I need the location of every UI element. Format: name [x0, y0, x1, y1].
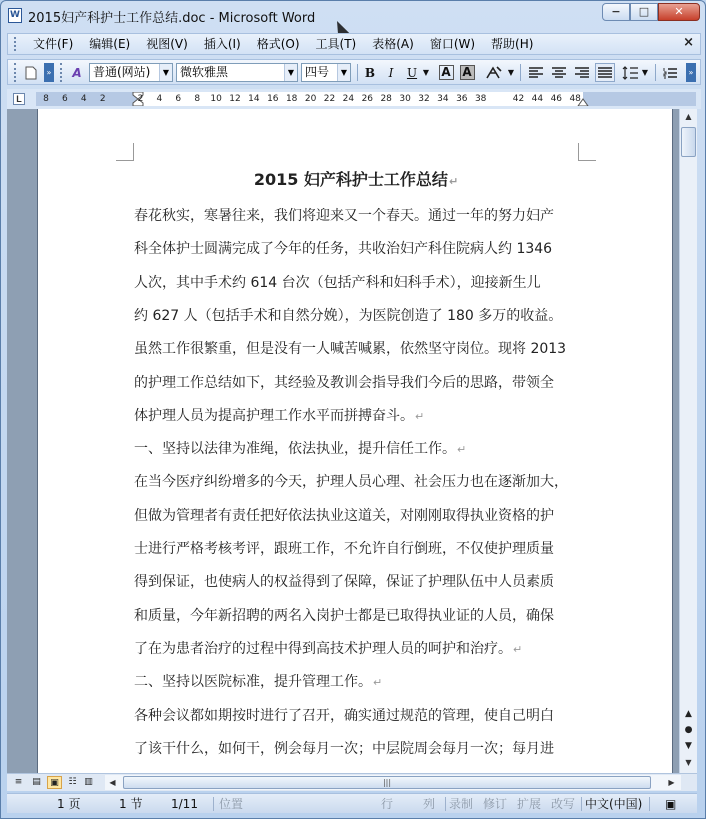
character-border-button[interactable] — [437, 63, 455, 82]
document-line[interactable] — [134, 671, 580, 691]
status-column: 列 — [423, 797, 436, 811]
status-line: 行 — [381, 797, 394, 811]
minimize-button[interactable]: − — [602, 3, 630, 21]
style-select-value: 普通(网站) — [93, 65, 151, 79]
previous-page-icon[interactable]: ▲ — [685, 709, 692, 719]
crop-mark-top-left — [116, 143, 134, 161]
highlight-icon[interactable] — [483, 63, 505, 82]
document-line-text: 虽然工作很繁重，但是没有一人喊苦喊累，依然坚守岗位。现将 2013 — [134, 341, 567, 358]
document-line[interactable] — [134, 372, 580, 392]
toolbar-options-chevron-icon[interactable]: » — [44, 63, 54, 82]
ruler-tick-label: 20 — [304, 94, 317, 104]
horizontal-scroll-thumb[interactable]: ||| — [123, 776, 651, 789]
ruler-tick-label: 22 — [323, 94, 336, 104]
ruler-tick-label: 30 — [399, 94, 411, 104]
status-position: 位置 — [219, 797, 244, 811]
document-line-text: 士进行严格考核考评，跟班工作，不允许自行倒班，不仅使护理质量 — [134, 541, 554, 557]
ruler-tick-label: 38 — [474, 94, 487, 104]
scroll-up-icon[interactable]: ▲ — [685, 112, 692, 121]
font-select-value: 微软雅黑 — [180, 65, 229, 79]
ruler-tick-label: 4 — [156, 94, 163, 104]
ruler-tick-label: 26 — [361, 94, 374, 104]
toolbar-separator — [655, 64, 656, 81]
ruler-tick-label: 18 — [285, 94, 298, 104]
menu-insert[interactable]: 插入(I) — [203, 37, 241, 51]
line-spacing-icon[interactable] — [620, 63, 640, 82]
numbering-icon[interactable] — [660, 63, 680, 82]
ruler-tick-label: 6 — [175, 94, 182, 104]
ruler-tick-label: 2 — [137, 94, 144, 104]
document-line[interactable] — [134, 571, 580, 591]
paragraph-mark-icon: ↵ — [373, 676, 383, 690]
formatting-toolbar — [7, 59, 701, 85]
ruler-tick-label: 8 — [194, 94, 201, 104]
document-line-text: 各种会议都如期按时进行了召开，确实通过规范的管理，使自己明白 — [134, 707, 554, 724]
spelling-status-icon[interactable]: ▣ — [665, 797, 677, 811]
document-line[interactable] — [134, 405, 580, 425]
ruler-tick-label: 8 — [43, 94, 49, 104]
document-line[interactable] — [134, 538, 580, 558]
document-line[interactable] — [134, 471, 580, 491]
tab-stop-selector[interactable]: L — [13, 93, 25, 105]
document-heading-text: 2015 妇产科护士工作总结 — [253, 170, 448, 189]
status-language[interactable]: 中文(中国) — [585, 797, 643, 811]
select-browse-object-icon[interactable]: ● — [684, 725, 693, 735]
document-line-text: 体护理人员为提高护理工作水平而拼搏奋斗。 — [134, 407, 414, 424]
menu-format[interactable]: 格式(O) — [256, 37, 300, 51]
web-layout-view-icon[interactable]: ▤ — [32, 777, 41, 787]
status-section: 1 节 — [119, 797, 143, 811]
document-line-text: 了在为患者治疗的过程中得到高技术护理人员的呵护和治疗。 — [134, 640, 512, 657]
view-and-hscroll-row — [7, 773, 697, 791]
menu-file[interactable]: 文件(F) — [33, 37, 74, 51]
document-line[interactable] — [134, 272, 580, 292]
ruler-tick-label: 34 — [437, 94, 449, 104]
status-overtype[interactable]: 改写 — [551, 797, 576, 811]
menu-grip-icon[interactable] — [14, 37, 17, 51]
vertical-scrollbar[interactable] — [679, 109, 697, 773]
status-separator — [649, 797, 650, 811]
outline-view-icon[interactable]: ☷ — [68, 777, 77, 787]
document-line[interactable] — [134, 705, 580, 725]
chevron-down-icon[interactable]: ▼ — [159, 64, 172, 81]
styles-pane-icon[interactable]: A — [72, 65, 82, 80]
horizontal-ruler[interactable] — [36, 92, 696, 106]
font-select[interactable] — [176, 63, 298, 82]
chevron-down-icon[interactable]: ▼ — [337, 64, 350, 81]
crop-mark-top-right — [578, 143, 596, 161]
document-line[interactable] — [134, 305, 580, 325]
ruler-tick-label: 12 — [229, 94, 241, 104]
style-select[interactable] — [89, 63, 173, 82]
toolbar-grip-icon[interactable] — [14, 63, 18, 82]
ruler-tick-label: 10 — [210, 94, 222, 104]
menu-help[interactable]: 帮助(H) — [491, 37, 534, 51]
document-line-text: 了该干什么，如何干，例会每月一次；中层院周会每月一次；每月进 — [134, 740, 554, 757]
document-line[interactable] — [134, 338, 580, 358]
menu-view[interactable]: 视图(V) — [146, 37, 188, 51]
paragraph-mark-icon: ↵ — [457, 443, 467, 457]
document-line-text: 得到保证，也使病人的权益得到了保障，保证了护理队伍中人员素质 — [134, 574, 554, 591]
status-bar — [7, 793, 697, 813]
menu-tools[interactable]: 工具(T) — [315, 37, 357, 51]
character-border-label: A — [439, 65, 454, 80]
next-page-icon[interactable]: ▼ — [685, 741, 692, 751]
underline-dropdown-chevron-icon[interactable]: ▼ — [422, 68, 430, 77]
document-line[interactable] — [134, 638, 580, 658]
document-line[interactable] — [134, 205, 580, 225]
status-track-changes[interactable]: 修订 — [483, 797, 508, 811]
toolbar-options-2-chevron-icon[interactable]: » — [686, 63, 696, 82]
align-left-icon[interactable] — [526, 63, 546, 82]
document-area[interactable] — [7, 109, 679, 773]
toolbar-separator — [520, 64, 521, 81]
status-page: 1 页 — [57, 797, 81, 811]
ruler-row — [7, 89, 701, 109]
horizontal-scrollbar[interactable] — [105, 775, 681, 790]
ruler-tick-label: 14 — [248, 94, 260, 104]
scroll-down-icon[interactable]: ▼ — [685, 758, 692, 767]
document-page[interactable] — [37, 109, 673, 773]
status-record-macro[interactable]: 录制 — [449, 797, 474, 811]
ruler-tick-label: 48 — [569, 94, 581, 104]
italic-button[interactable]: I — [388, 65, 394, 80]
document-line-text: 二、坚持以医院标准，提升管理工作。 — [134, 674, 372, 691]
underline-button[interactable]: U — [406, 65, 418, 80]
document-heading[interactable] — [38, 167, 674, 190]
word-app-icon[interactable]: W — [8, 8, 22, 23]
toolbar-grip-2-icon[interactable] — [60, 63, 64, 82]
document-line-text: 在当今医疗纠纷增多的今天，护理人员心理、社会压力也在逐渐加大， — [134, 474, 568, 491]
status-extend-selection[interactable]: 扩展 — [517, 797, 542, 811]
document-line[interactable] — [134, 238, 580, 258]
paragraph-mark-icon: ↵ — [415, 409, 425, 423]
maximize-button[interactable]: □ — [630, 3, 658, 21]
print-layout-view-icon[interactable]: ▣ — [47, 776, 62, 789]
ruler-tick-label: 6 — [62, 94, 68, 104]
window-controls — [602, 3, 700, 21]
bold-button[interactable]: B — [364, 65, 376, 80]
character-shading-button[interactable] — [458, 63, 476, 82]
document-line-text: 的护理工作总结如下，其经验及教训会指导我们今后的思路，带领全 — [134, 374, 554, 391]
status-separator — [445, 797, 446, 811]
scroll-right-icon[interactable]: ▶ — [668, 778, 675, 787]
vertical-scroll-thumb[interactable] — [681, 127, 696, 157]
ruler-tick-label: 32 — [418, 94, 430, 104]
ruler-tick-label: 4 — [80, 94, 87, 104]
chevron-down-icon[interactable]: ▼ — [284, 64, 297, 81]
font-size-select[interactable] — [301, 63, 351, 82]
menu-window[interactable]: 窗口(W) — [429, 37, 476, 51]
normal-view-icon[interactable]: ≡ — [14, 777, 23, 787]
title-bar[interactable] — [1, 1, 705, 29]
ruler-tick-label: 24 — [342, 94, 355, 104]
document-line-text: 春花秋实，寒暑往来，我们将迎来又一个春天。通过一年的努力妇产 — [134, 208, 554, 224]
menu-table[interactable]: 表格(A) — [372, 37, 414, 51]
close-button[interactable]: ✕ — [658, 3, 700, 21]
document-line[interactable] — [134, 738, 580, 758]
document-line[interactable] — [134, 438, 580, 458]
justify-icon[interactable] — [595, 63, 615, 82]
document-line[interactable] — [134, 605, 580, 625]
ruler-tick-label: 44 — [531, 94, 544, 104]
document-line-text: 但做为管理者有责任把好依法执业这道关，对刚刚取得执业资格的护 — [134, 507, 554, 524]
ruler-tick-label: 16 — [267, 94, 279, 104]
paragraph-mark-icon: ↵ — [513, 642, 523, 656]
document-line-text: 人次，其中手术约 614 台次（包括产科和妇科手术），迎接新生儿 — [134, 274, 541, 291]
close-document-button[interactable]: × — [683, 35, 694, 50]
window-title: 2015妇产科护士工作总结.doc - Microsoft Word — [28, 11, 316, 26]
highlight-dropdown-chevron-icon[interactable]: ▼ — [507, 68, 515, 77]
document-line-text: 和质量，今年新招聘的两名入岗护士都是已取得执业证的人员，确保 — [134, 607, 554, 624]
ruler-tick-label: 28 — [380, 94, 392, 104]
document-line-text: 一、坚持以法律为准绳，依法执业，提升信任工作。 — [134, 441, 456, 458]
toolbar-separator — [357, 64, 358, 81]
paragraph-mark-icon: ↵ — [448, 175, 459, 188]
reading-layout-view-icon[interactable]: ▥ — [84, 777, 93, 787]
status-separator — [581, 797, 582, 811]
menu-edit[interactable]: 编辑(E) — [89, 37, 131, 51]
ruler-tick-label: 36 — [456, 94, 468, 104]
status-page-count: 1/11 — [171, 797, 198, 811]
align-right-icon[interactable] — [572, 63, 592, 82]
character-shading-label: A — [460, 65, 475, 80]
menu-bar — [7, 33, 701, 55]
ruler-tick-label: 42 — [512, 94, 525, 104]
line-spacing-chevron-icon[interactable]: ▼ — [641, 68, 649, 77]
ruler-tick-label: 46 — [550, 94, 563, 104]
document-line[interactable] — [134, 505, 580, 525]
font-size-value: 四号 — [305, 65, 330, 79]
ruler-tick-label: 2 — [99, 94, 106, 104]
scroll-left-icon[interactable]: ◀ — [109, 778, 116, 787]
document-line-text: 科全体护士圆满完成了今年的任务，共收治妇产科住院病人约 1346 — [134, 241, 553, 258]
document-line-text: 约 627 人（包括手术和自然分娩），为医院创造了 180 多万的收益。 — [134, 307, 563, 324]
status-separator — [213, 797, 214, 811]
new-document-icon[interactable] — [22, 63, 40, 82]
align-center-icon[interactable] — [549, 63, 569, 82]
